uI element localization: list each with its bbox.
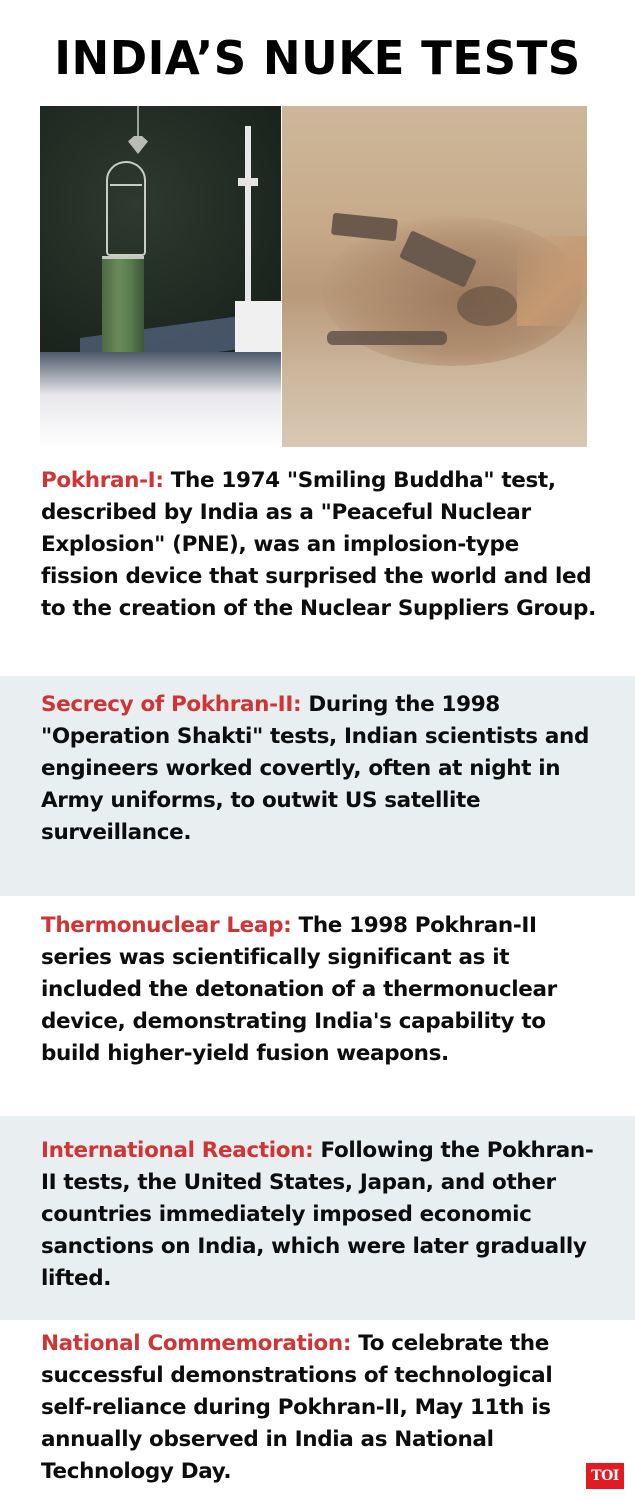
section-label: International Reaction: [41,1138,314,1163]
section-international-reaction [0,1116,635,1320]
section-thermonuclear [0,896,635,1116]
section-text: During the 1998 "Operation Shakti" tests, Indian scientists and engineers worked covertly, often at night in Army uniforms, to outwit US satellite surveillance. [41,692,590,845]
section-text: To celebrate the successful demonstrations of technological self-reliance during Pokhran-II, May 11th is annually observed in India as National Technology Day. [41,1331,553,1484]
section-secrecy [0,676,635,896]
device-photo [40,106,281,447]
section-text: The 1998 Pokhran-II series was scientifically significant as it included the detonation of a thermonuclear device, demonstrating India's capability to build higher-yield fusion weapons. [41,913,557,1066]
section-label: Secrecy of Pokhran-II: [41,692,302,717]
section-text: Following the Pokhran-II tests, the United States, Japan, and other countries immediately imposed economic sanctions on India, which were later gradually lifted. [41,1138,594,1291]
toi-logo: TOI [586,1463,624,1489]
section-pokhran-i [0,447,635,676]
section-commemoration [0,1320,635,1500]
page-title: INDIA’S NUKE TESTS [54,31,581,85]
section-text: The 1974 "Smiling Buddha" test, described by India as a "Peaceful Nuclear Explosion" (PNE), was an implosion-type fission device that surprised the world and led to the creation of the Nuclear Suppliers Group. [41,468,596,621]
section-label: National Commemoration: [41,1331,352,1356]
crater-photo [282,106,587,447]
photo-strip [40,106,587,447]
section-label: Pokhran-I: [41,468,164,493]
section-label: Thermonuclear Leap: [41,913,292,938]
